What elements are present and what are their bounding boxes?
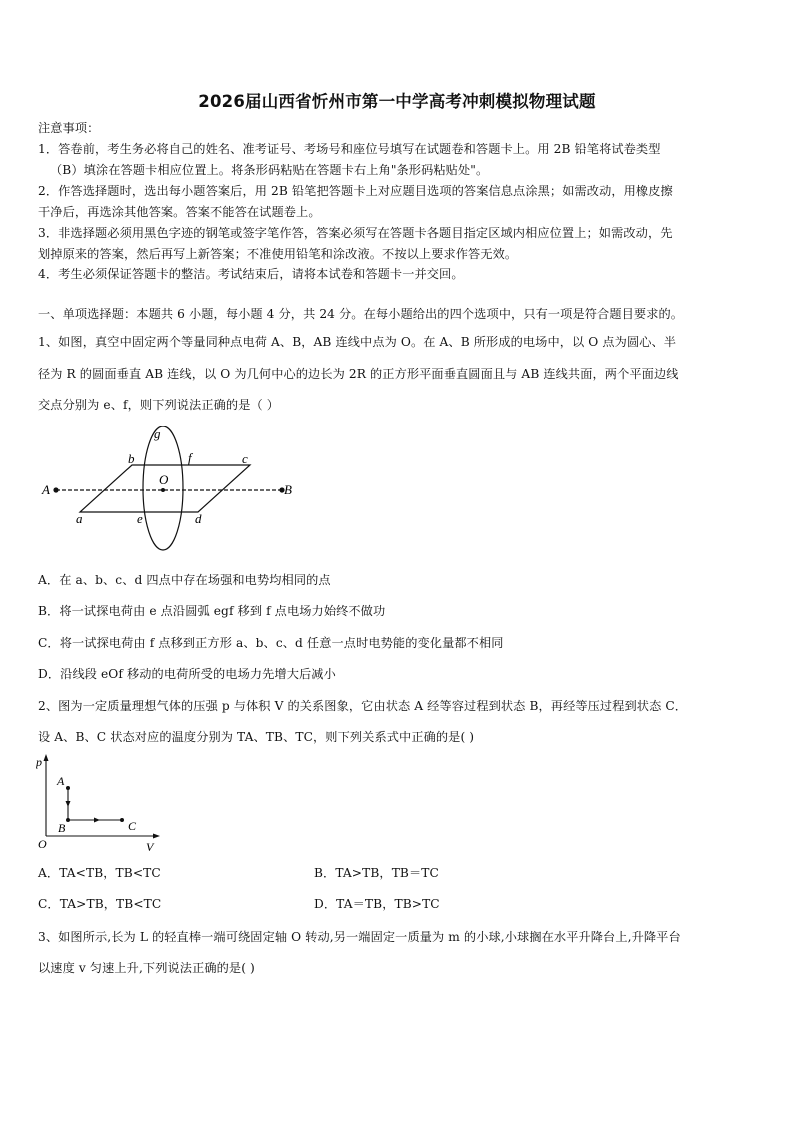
label-A: A (42, 482, 50, 497)
q1-option-b: B．将一试探电荷由 e 点沿圆弧 egf 移到 f 点电场力始终不做功 (38, 604, 386, 618)
q1-option-a: A．在 a、b、c、d 四点中存在场强和电势均相同的点 (38, 573, 331, 587)
notice-line: 2．作答选择题时，选出每小题答案后，用 2B 铅笔把答题卡上对应题目选项的答案信息点涂黑；如需改动，用橡皮擦 (38, 184, 673, 198)
q2-option-b: B．TA>TB，TB＝TC (314, 866, 439, 880)
label-p: p (36, 755, 42, 769)
notice-line: 1．答卷前，考生务必将自己的姓名、准考证号、考场号和座位号填写在试题卷和答题卡上。用 2B 铅笔将试卷类型 (38, 142, 661, 156)
notice-line: 干净后，再选涂其他答案。答案不能答在试题卷上。 (38, 205, 321, 219)
label-e: e (137, 511, 143, 526)
section-heading: 一、单项选择题：本题共 6 小题，每小题 4 分，共 24 分。在每小题给出的四个选项中，只有一项是符合题目要求的。 (38, 307, 684, 321)
q2-option-a: A．TA<TB，TB<TC (38, 866, 161, 880)
label-g: g (154, 426, 161, 441)
q1-option-d: D．沿线段 eOf 移动的电荷所受的电场力先增大后减小 (38, 667, 336, 681)
q3-stem-line: 以速度 v 匀速上升,下列说法正确的是( ) (38, 961, 255, 975)
q2-option-c: C．TA>TB，TB<TC (38, 897, 162, 911)
label-a: a (76, 511, 83, 526)
q2-stem-line: 设 A、B、C 状态对应的温度分别为 TA、TB、TC，则下列关系式中正确的是( ) (38, 730, 475, 744)
label-c: c (242, 451, 248, 466)
notice-line: 划掉原来的答案，然后再写上新答案；不准使用铅笔和涂改液。不按以上要求作答无效。 (38, 247, 518, 261)
label-B: B (284, 482, 292, 497)
ab-arrow (66, 801, 71, 807)
p-arrow (44, 754, 49, 761)
label-V: V (146, 840, 154, 852)
label-O: O (159, 472, 169, 487)
q3-stem-line: 3、如图所示,长为 L 的轻直棒一端可绕固定轴 O 转动,另一端固定一质量为 m 的小球,小球搁在水平升降台上,升降平台 (38, 930, 681, 944)
notice-heading: 注意事项： (38, 121, 100, 135)
page-title: 2026届山西省忻州市第一中学高考冲刺模拟物理试题 (198, 92, 596, 111)
q1-stem-line: 1、如图，真空中固定两个等量同种点电荷 A、B，AB 连线中点为 O。在 A、B 所形成的电场中，以 O 点为圆心、半 (38, 335, 677, 349)
q1-stem-line: 径为 R 的圆面垂直 AB 连线，以 O 为几何中心的边长为 2R 的正方形平面垂直圆面且与 AB 连线共面，两个平面边线 (38, 367, 679, 381)
label-b: b (128, 451, 135, 466)
bc-arrow (94, 818, 100, 823)
q1-figure (36, 426, 306, 554)
point-o (161, 488, 165, 492)
q1-stem-line: 交点分别为 e、f，则下列说法正确的是（ ） (38, 398, 280, 412)
label-O: O (38, 837, 47, 851)
q1-option-c: C．将一试探电荷由 f 点移到正方形 a、b、c、d 任意一点时电势能的变化量都不相同 (38, 636, 504, 650)
label-state-C: C (128, 819, 137, 833)
q2-option-d: D．TA＝TB，TB>TC (314, 897, 440, 911)
q2-stem-line: 2、图为一定质量理想气体的压强 p 与体积 V 的关系图象，它由状态 A 经等容过程到状态 B，再经等压过程到状态 C． (38, 699, 688, 713)
notice-line: 4．考生必须保证答题卡的整洁。考试结束后，请将本试卷和答题卡一并交回。 (38, 267, 464, 281)
state-b-dot (66, 818, 70, 822)
point-a (53, 487, 58, 492)
notice-line: 3．非选择题必须用黑色字迹的钢笔或签字笔作答，答案必须写在答题卡各题目指定区域内相应位置上；如需改动，先 (38, 226, 673, 240)
label-d: d (195, 511, 202, 526)
label-state-A: A (57, 774, 65, 788)
q2-figure (36, 752, 166, 852)
label-state-B: B (58, 821, 66, 835)
state-c-dot (120, 818, 124, 822)
label-f: f (188, 450, 192, 465)
state-a-dot (66, 786, 70, 790)
notice-line: （B）填涂在答题卡相应位置上。将条形码粘贴在答题卡右上角"条形码粘贴处"。 (50, 163, 489, 177)
v-arrow (153, 834, 160, 839)
